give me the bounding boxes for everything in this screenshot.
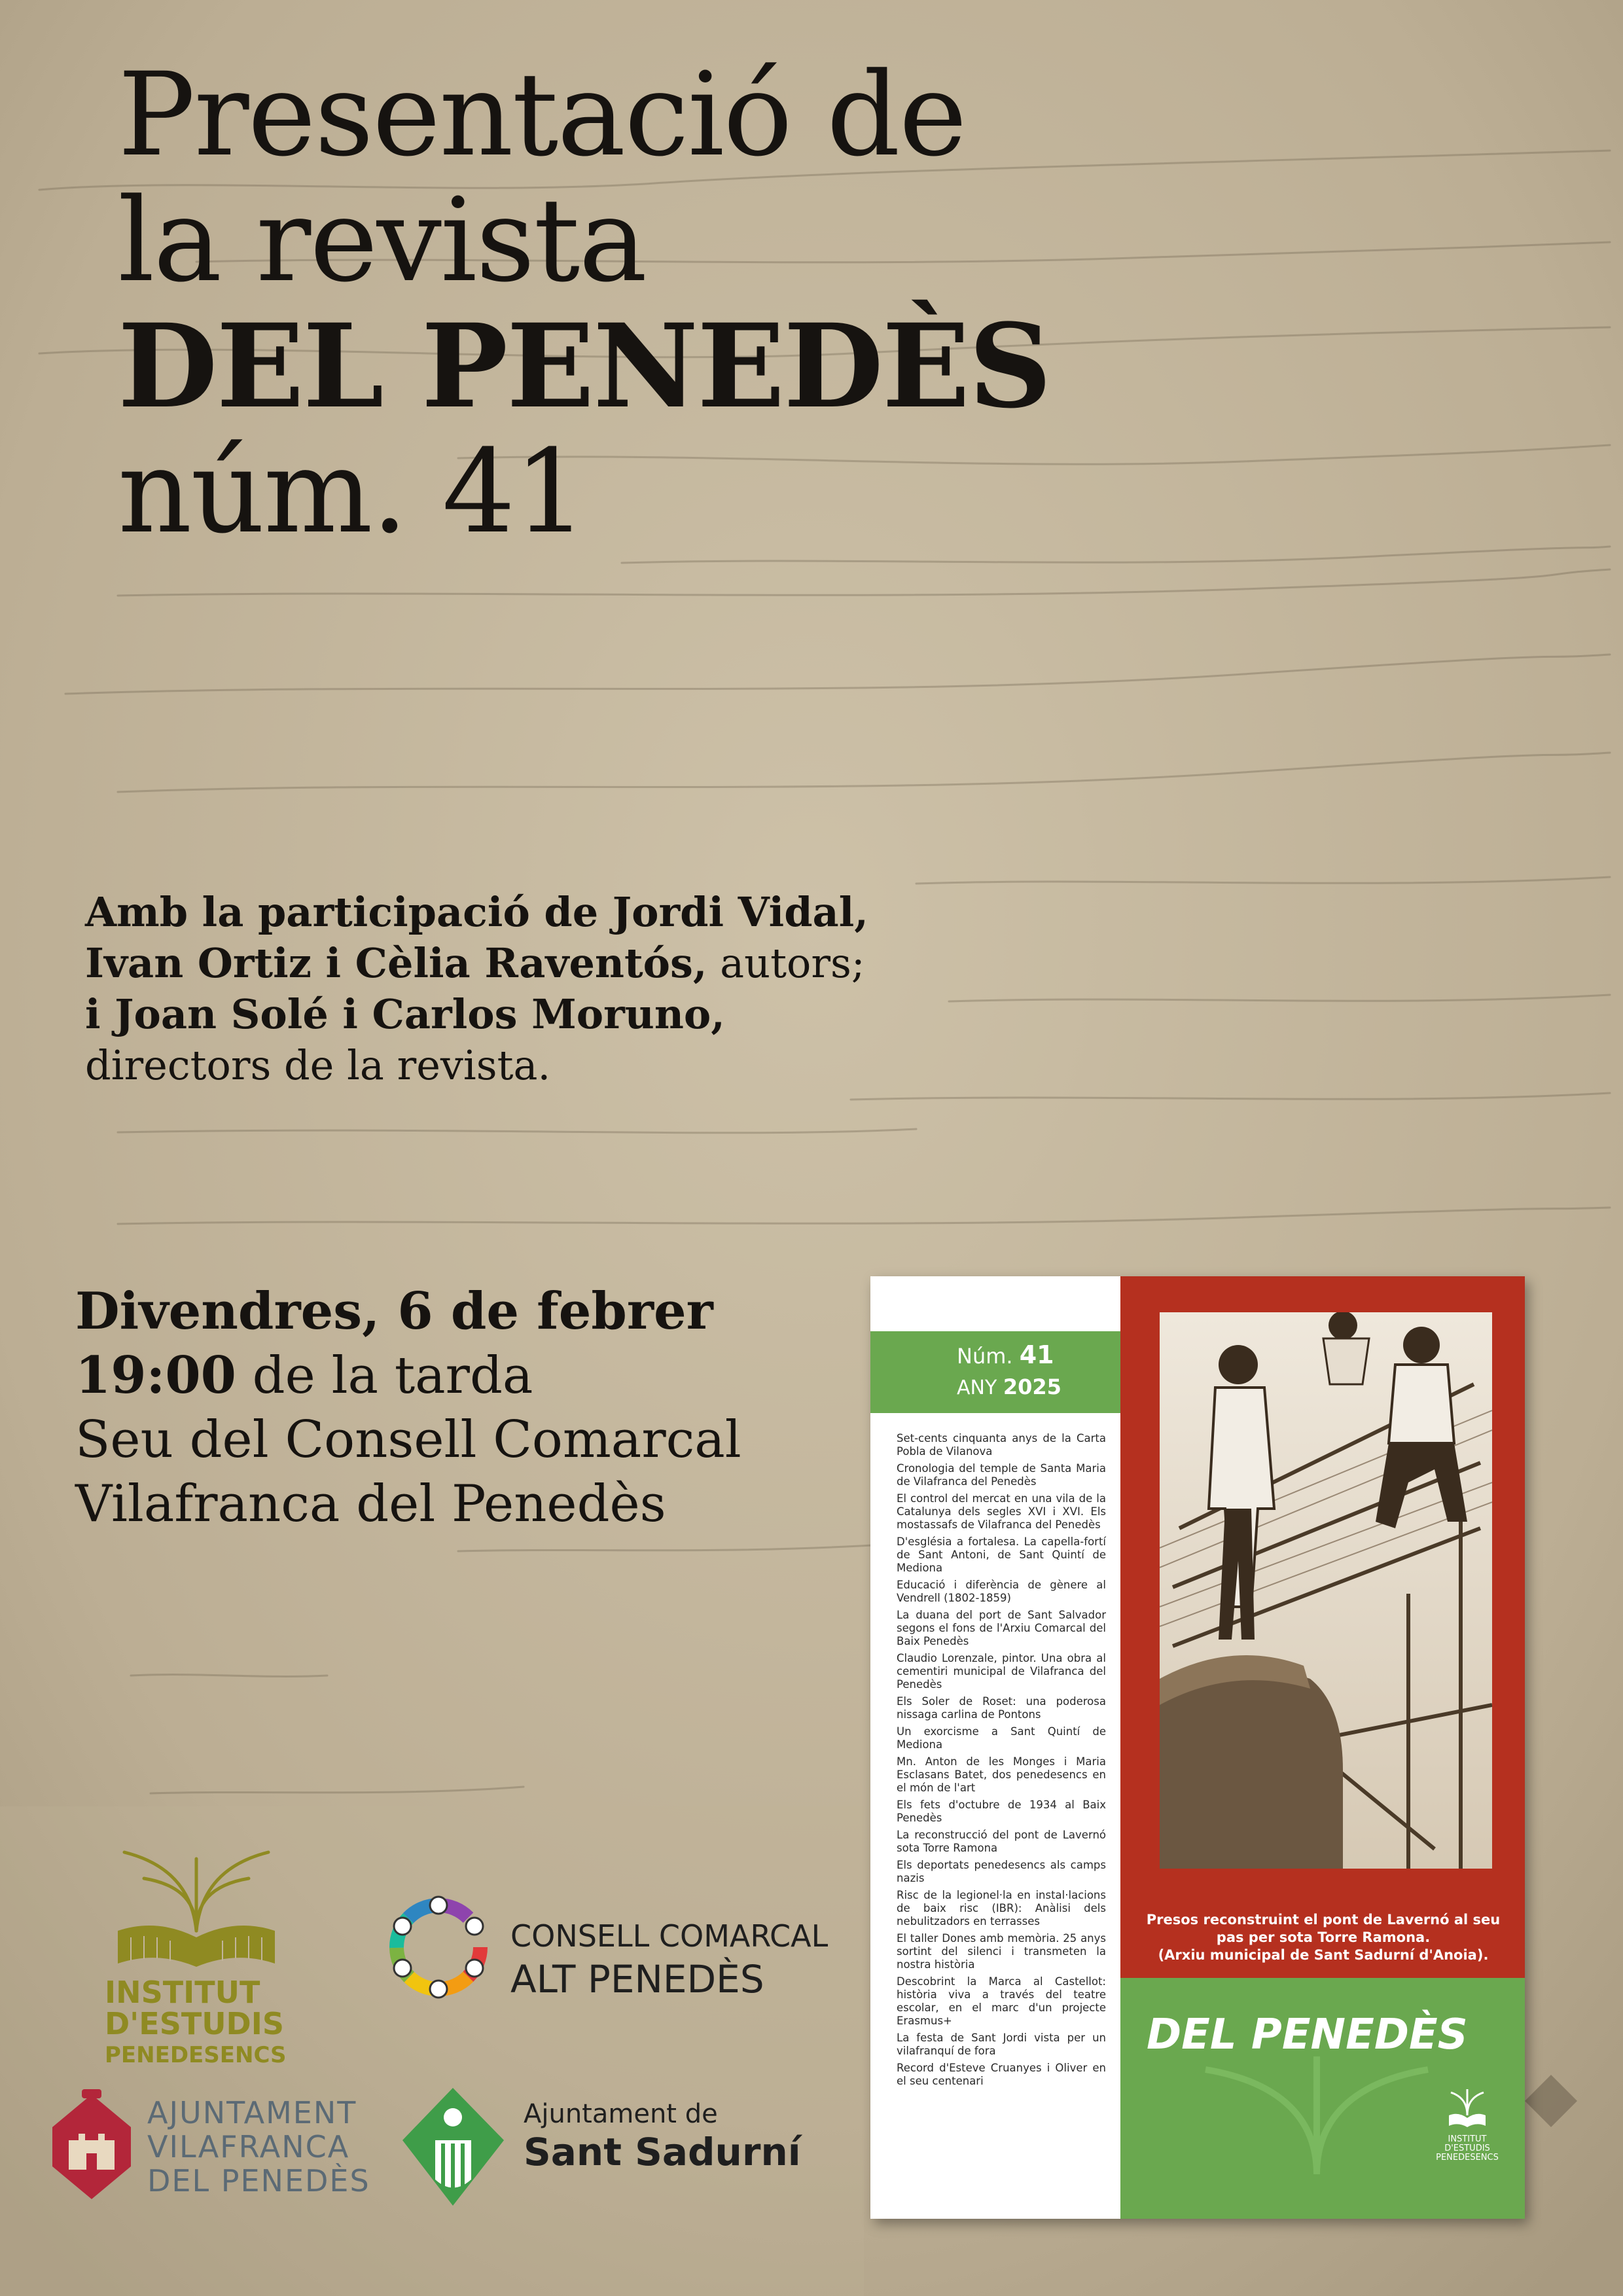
title-magazine-name: DEL PENEDÈS [118,298,1051,434]
participants-line-4-role: directors de la revista. [85,1041,551,1089]
consell-comarcal-logo-text [510,1914,828,2001]
vilafranca-line-3: DEL PENEDÈS [147,2163,370,2198]
cover-year-value: 2025 [1003,1374,1061,1399]
cover-magazine-title: DEL PENEDÈS [1147,2011,1468,2059]
cover-iep-line-1: INSTITUT [1448,2134,1487,2144]
event-venue-line-1: Seu del Consell Comarcal [75,1410,741,1469]
toc-item: Cronologia del temple de Santa Maria de Vilafranca del Penedès [897,1462,1106,1488]
participants-line-2-names: Ivan Ortiz i Cèlia Raventós, [85,939,707,987]
cover-num-value: 41 [1019,1340,1054,1369]
vilafranca-crest-icon [46,2088,137,2206]
event-time-suffix: de la tarda [236,1346,533,1405]
title-line-1: Presentació de [118,48,966,182]
event-date: Divendres, 6 de febrer [75,1282,713,1341]
toc-item: D'església a fortalesa. La capella-fortí de Sant Antoni, de Sant Quintí de Mediona [897,1535,1106,1574]
participants-block [85,887,868,1091]
santsadurni-line-1: Ajuntament de [524,2099,718,2129]
cover-contents-column [870,1276,1120,2219]
vilafranca-logo-text [147,2096,370,2198]
cover-title-band [1120,1978,1525,2219]
cover-iep-line-3: PENEDESENCS [1436,2153,1499,2162]
toc-item: La reconstrucció del pont de Lavernó sota Torre Ramona [897,1829,1106,1854]
iep-line-3: PENEDESENCS [105,2042,287,2068]
cover-photo [1160,1312,1492,1869]
iep-book-tree-icon [105,1839,288,1970]
toc-item: El control del mercat en una vila de la Catalunya dels segles XVI i XVI. Els mostassafs de Vilafranca del Penedès [897,1492,1106,1531]
cover-photo-caption [1140,1911,1507,1964]
cover-issue-band [870,1331,1120,1413]
toc-item: La duana del port de Sant Salvador segons el fons de l'Arxiu Comarcal del Baix Penedès [897,1609,1106,1647]
caption-line-3: (Arxiu municipal de Sant Sadurní d'Anoia). [1158,1947,1489,1963]
vilafranca-line-2: VILAFRANCA [147,2129,350,2164]
cover-num-label: Núm. [957,1344,1013,1369]
magazine-cover [870,1276,1525,2219]
event-time: 19:00 [75,1346,236,1405]
sant-sadurni-crest-icon [396,2081,510,2212]
event-details [75,1280,741,1536]
consell-comarcal-ring-icon [380,1888,497,2006]
event-venue-line-2: Vilafranca del Penedès [75,1475,666,1534]
toc-item: Els fets d'octubre de 1934 al Baix Penedès [897,1799,1106,1824]
consell-line-2: ALT PENEDÈS [510,1957,764,2001]
toc-item: Record d'Esteve Cruanyes i Oliver en el seu centenari [897,2062,1106,2087]
poster-title [118,48,1051,559]
toc-item: El taller Dones amb memòria. 25 anys sortint del silenci i transmeten la nostra història [897,1932,1106,1971]
toc-item: La festa de Sant Jordi vista per un vilafranquí de fora [897,2032,1106,2057]
toc-item: Educació i diferència de gènere al Vendrell (1802-1859) [897,1579,1106,1604]
participants-line-2-role: autors; [707,939,865,987]
sant-sadurni-logo-text [524,2098,801,2174]
toc-item: Els Soler de Roset: una poderosa nissaga carlina de Pontons [897,1695,1106,1721]
cover-iep-line-2: D'ESTUDIS [1444,2144,1490,2153]
participants-line-3-names: i Joan Solé i Carlos Moruno, [85,990,725,1038]
toc-item: Claudio Lorenzale, pintor. Una obra al cementiri municipal de Vilafranca del Penedès [897,1652,1106,1691]
toc-item: Un exorcisme a Sant Quintí de Mediona [897,1725,1106,1751]
santsadurni-line-2: Sant Sadurní [524,2130,801,2174]
cover-photo-panel [1120,1276,1525,1978]
toc-item: Set-cents cinquanta anys de la Carta Pobla de Vilanova [897,1432,1106,1458]
consell-line-1: CONSELL COMARCAL [510,1918,829,1954]
cover-year-label: ANY [957,1376,997,1399]
iep-line-2: D'ESTUDIS [105,2006,284,2041]
participants-line-1: Amb la participació de Jordi Vidal, [85,888,868,936]
caption-line-2: pas per sota Torre Ramona. [1216,1929,1431,1945]
toc-item: Mn. Anton de les Monges i Maria Esclasans Batet, dos penedesencs en el món de l'art [897,1755,1106,1794]
caption-line-1: Presos reconstruint el pont de Lavernó al seu [1146,1912,1501,1928]
cover-table-of-contents [897,1432,1106,2092]
iep-line-1: INSTITUT [105,1975,260,2010]
vilafranca-line-1: AJUNTAMENT [147,2095,357,2130]
toc-item: Descobrint la Marca al Castellot: història viva a través del teatre escolar, en el marc d'un projecte Erasmus+ [897,1975,1106,2027]
title-issue-number: núm. 41 [118,425,586,559]
iep-logo-text [105,1977,287,2071]
sponsor-logos [0,1800,851,2258]
cover-iep-mini-icon [1448,2083,1487,2128]
title-line-2: la revista [118,173,647,308]
cover-iep-mini-text [1428,2135,1507,2162]
toc-item: Els deportats penedesencs als camps nazis [897,1859,1106,1884]
toc-item: Risc de la legionel·la en instal·lacions de baix risc (IBR): Anàlisi dels nebulitzadors en terrasses [897,1889,1106,1928]
